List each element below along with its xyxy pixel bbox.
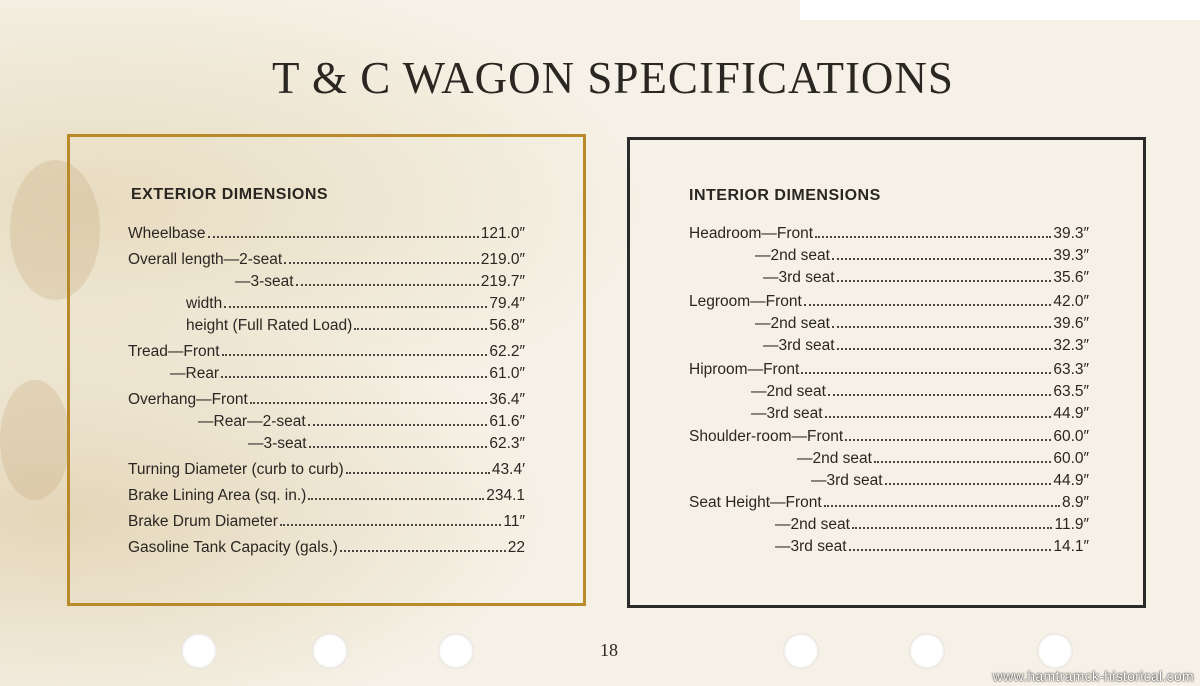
spec-value: 44.9″ [1053,405,1089,422]
interior-spec-row [763,268,1089,288]
spec-label: Brake Drum Diameter [128,513,278,530]
spec-value: 63.3″ [1053,361,1089,378]
dot-leader [837,336,1052,350]
spec-value: 61.6″ [489,413,525,430]
interior-spec-row [755,314,1089,334]
interior-spec-row [755,246,1089,266]
spec-value: 60.0″ [1053,450,1089,467]
spec-value: 11.9″ [1054,516,1089,533]
spec-value: 43.4′ [491,461,525,478]
spec-label: Brake Lining Area (sq. in.) [128,487,307,504]
exterior-heading: EXTERIOR DIMENSIONS [131,186,329,203]
spec-value: 42.0″ [1053,293,1089,310]
dot-leader [340,538,506,552]
spec-value: 219.7″ [480,273,525,290]
page-title: T & C WAGON SPECIFICATIONS [272,53,954,103]
dot-leader [832,246,1051,260]
spec-label: —3rd seat [775,538,847,555]
exterior-spec-row [248,434,525,454]
exterior-spec-row [128,250,525,270]
interior-spec-row [689,360,1089,380]
spec-value: 60.0″ [1053,428,1089,445]
spec-value: 219.0″ [480,251,525,268]
exterior-spec-row [186,294,525,314]
interior-spec-row [689,224,1089,244]
spec-label: —2nd seat [755,315,830,332]
paper-stain [0,380,70,500]
exterior-spec-row [128,512,525,532]
dot-leader [221,364,487,378]
dot-leader [849,537,1052,551]
spec-label: Gasoline Tank Capacity (gals.) [128,539,338,556]
dot-leader [308,486,484,500]
spec-value: 121.0″ [480,225,525,242]
spec-value: 79.4″ [489,295,525,312]
spec-label: Hiproom—Front [689,361,800,378]
spec-value: 35.6″ [1053,269,1089,286]
exterior-spec-row [128,486,525,506]
exterior-spec-row [128,538,525,558]
exterior-spec-row [170,364,525,384]
exterior-rows [70,137,583,603]
spec-label: Seat Height—Front [689,494,822,511]
spec-label: —3rd seat [811,472,883,489]
exterior-spec-row [186,316,525,336]
spec-label: —Rear—2-seat [198,413,306,430]
spec-value: 61.0″ [489,365,525,382]
dot-leader [837,268,1052,282]
spec-label: —2nd seat [797,450,872,467]
binder-hole [438,633,474,669]
binder-hole [1037,633,1073,669]
dot-leader [284,250,479,264]
spec-value: 22 [507,539,525,556]
interior-rows [630,140,1143,605]
spec-value: 234.1 [486,487,525,504]
interior-heading: INTERIOR DIMENSIONS [689,187,881,204]
dot-leader [825,404,1052,418]
spec-label: Overhang—Front [128,391,248,408]
exterior-spec-row [128,460,525,480]
spec-value: 36.4″ [489,391,525,408]
dot-leader [296,272,479,286]
spec-label: —2nd seat [775,516,850,533]
spec-label: —2nd seat [755,247,830,264]
dot-leader [222,342,488,356]
spec-value: 56.8″ [489,317,525,334]
spec-label: height (Full Rated Load) [186,317,353,334]
spec-label: —3rd seat [763,269,835,286]
spec-label: Headroom—Front [689,225,814,242]
dot-leader [308,412,488,426]
spec-label: Shoulder-room—Front [689,428,844,445]
interior-spec-row [751,382,1089,402]
scan-edge [800,0,1200,20]
spec-value: 8.9″ [1061,494,1089,511]
interior-spec-row [797,449,1089,469]
interior-spec-row [775,537,1089,557]
spec-label: —3rd seat [763,337,835,354]
spec-label: —3-seat [248,435,307,452]
interior-spec-row [811,471,1089,491]
spec-label: Overall length—2-seat [128,251,283,268]
dot-leader [824,493,1060,507]
spec-value: 39.3″ [1053,225,1089,242]
spec-label: —2nd seat [751,383,826,400]
spec-value: 63.5″ [1053,383,1089,400]
interior-spec-row [689,292,1089,312]
dot-leader [804,292,1051,306]
spec-value: 11″ [503,513,525,530]
interior-spec-row [751,404,1089,424]
dot-leader [885,471,1052,485]
watermark: www.hamtramck-historical.com [992,668,1194,684]
dot-leader [250,390,488,404]
spec-value: 39.6″ [1053,315,1089,332]
dot-leader [828,382,1051,396]
dot-leader [280,512,502,526]
interior-spec-row [689,427,1089,447]
interior-spec-row [775,515,1089,535]
page-number: 18 [600,640,618,660]
spec-value: 14.1″ [1053,538,1089,555]
dot-leader [832,314,1051,328]
spec-label: —3rd seat [751,405,823,422]
interior-dimensions-panel [627,137,1146,608]
spec-label: Tread—Front [128,343,220,360]
spec-value: 62.2″ [489,343,525,360]
exterior-dimensions-panel [67,134,586,606]
exterior-spec-row [198,412,525,432]
exterior-spec-row [235,272,525,292]
spec-value: 62.3″ [489,435,525,452]
dot-leader [845,427,1051,441]
spec-label: —Rear [170,365,220,382]
spec-label: Legroom—Front [689,293,802,310]
dot-leader [224,294,487,308]
dot-leader [852,515,1053,529]
dot-leader [309,434,488,448]
spec-label: width [186,295,223,312]
exterior-spec-row [128,224,525,244]
exterior-spec-row [128,390,525,410]
spec-label: Wheelbase [128,225,206,242]
interior-spec-row [763,336,1089,356]
spec-label: —3-seat [235,273,294,290]
binder-hole [312,633,348,669]
dot-leader [815,224,1051,238]
exterior-spec-row [128,342,525,362]
binder-hole [783,633,819,669]
spec-label: Turning Diameter (curb to curb) [128,461,344,478]
dot-leader [208,224,479,238]
dot-leader [874,449,1051,463]
dot-leader [354,316,487,330]
interior-spec-row [689,493,1089,513]
binder-hole [909,633,945,669]
spec-value: 44.9″ [1053,472,1089,489]
dot-leader [801,360,1051,374]
spec-value: 32.3″ [1053,337,1089,354]
spec-value: 39.3″ [1053,247,1089,264]
dot-leader [346,460,490,474]
binder-hole [181,633,217,669]
